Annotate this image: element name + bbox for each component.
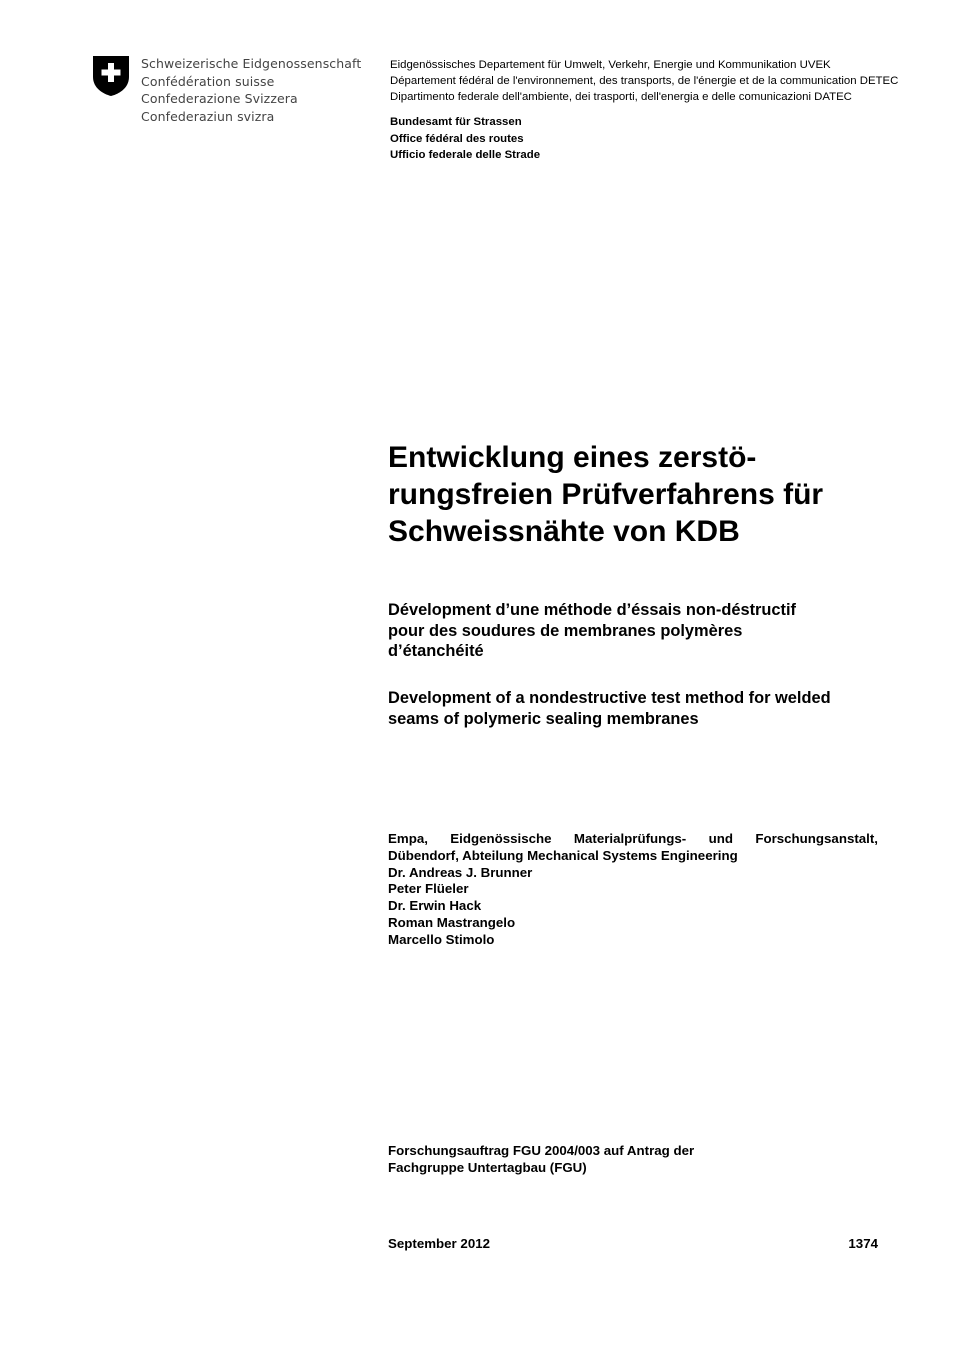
- swiss-shield-icon: [92, 55, 130, 97]
- office-name: Office fédéral des routes: [390, 132, 524, 145]
- report-number: 1374: [848, 1236, 878, 1251]
- office-header: [390, 114, 540, 164]
- research-mandate: [388, 1143, 694, 1177]
- author-name: Roman Mastrangelo: [388, 914, 516, 930]
- subtitle-line: pour des soudures de membranes polymères: [388, 621, 743, 640]
- subtitle-line: seams of polymeric sealing membranes: [388, 709, 699, 728]
- confederation-names: [141, 55, 361, 125]
- author-name: Dr. Andreas J. Brunner: [388, 864, 533, 880]
- confederation-name: Confederaziun svizra: [141, 108, 275, 124]
- subtitle-french: [388, 600, 888, 662]
- institution-line: Dübendorf, Abteilung Mechanical Systems Engineering: [388, 847, 738, 863]
- author-name: Marcello Stimolo: [388, 931, 495, 947]
- department-header: [390, 57, 898, 106]
- title-line: Entwicklung eines zerstö-: [388, 441, 757, 474]
- subtitle-line: Dévelopment d’une méthode d’éssais non-déstructif: [388, 601, 797, 619]
- report-footer: [388, 1236, 878, 1253]
- department-name: Dipartimento federale dell'ambiente, dei trasporti, dell'energia e delle comunicazioni DATEC: [390, 91, 852, 104]
- confederation-name: Schweizerische Eidgenossenschaft: [141, 56, 362, 71]
- department-name: Département fédéral de l'environnement, des transports, de l'énergie et de la communication DETEC: [390, 75, 899, 88]
- subtitle-line: Development of a nondestructive test method for welded: [388, 689, 831, 707]
- author-name: Peter Flüeler: [388, 881, 469, 897]
- department-name: Eidgenössisches Departement für Umwelt, Verkehr, Energie und Kommunikation UVEK: [390, 59, 831, 71]
- subtitle-english: [388, 688, 888, 729]
- report-title: [388, 439, 888, 550]
- office-name: Ufficio federale delle Strade: [390, 149, 541, 161]
- title-line: Schweissnähte von KDB: [388, 515, 740, 548]
- report-date: September 2012: [388, 1236, 490, 1251]
- title-line: rungsfreien Prüfverfahrens für: [388, 478, 824, 511]
- author-block: [388, 831, 878, 949]
- confederation-name: Confédération suisse: [141, 73, 275, 89]
- research-line: Fachgruppe Untertagbau (FGU): [388, 1159, 587, 1175]
- office-name: Bundesamt für Strassen: [390, 116, 522, 128]
- author-name: Dr. Erwin Hack: [388, 898, 482, 914]
- research-line: Forschungsauftrag FGU 2004/003 auf Antrag der: [388, 1143, 695, 1158]
- institution-line: Empa, Eidgenössische Materialprüfungs- und Forschungsanstalt,: [388, 831, 878, 846]
- subtitle-line: d’étanchéité: [388, 642, 484, 660]
- confederation-name: Confederazione Svizzera: [141, 91, 298, 106]
